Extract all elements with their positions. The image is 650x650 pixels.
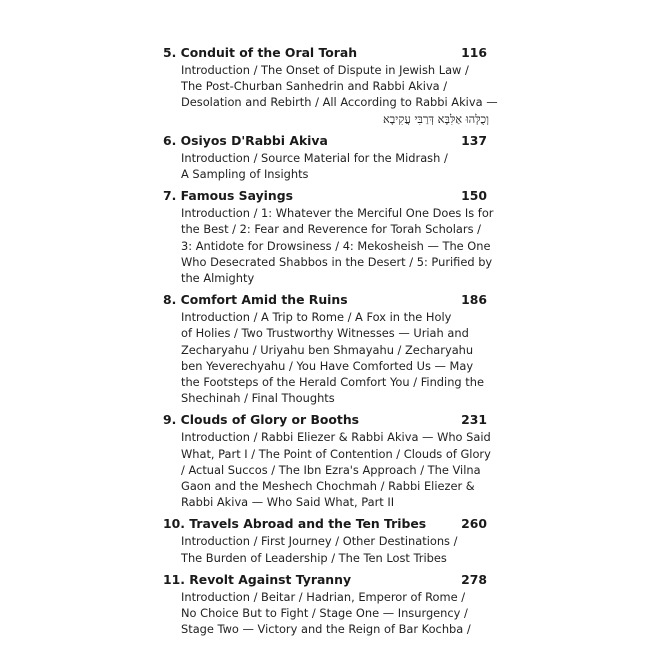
subtopic-line: Introduction / First Journey / Other Destinations / (181, 534, 458, 549)
subtopic-line: the Almighty (181, 271, 255, 286)
chapter-subtopics (163, 533, 489, 565)
table-of-contents (163, 43, 498, 641)
subtopic-line: Introduction / A Trip to Rome / A Fox in the Holy (181, 310, 452, 325)
toc-entry (163, 186, 494, 286)
chapter-title: 8. Comfort Amid the Ruins (163, 292, 348, 308)
page-number: 186 (461, 292, 487, 308)
page-number: 260 (461, 516, 487, 532)
chapter-subtopics (163, 62, 498, 127)
subtopic-line: the Footsteps of the Herald Comfort You / Finding the (181, 375, 484, 390)
toc-entry (163, 290, 489, 406)
toc-entry (163, 410, 489, 510)
toc-entry-heading (163, 186, 489, 205)
toc-entry-heading (163, 131, 489, 150)
page-number: 150 (461, 188, 487, 204)
subtopic-line: Shechinah / Final Thoughts (181, 391, 335, 406)
chapter-subtopics (163, 309, 489, 406)
subtopic-line: the Best / 2: Fear and Reverence for Torah Scholars / (181, 222, 481, 237)
subtopic-line: The Post-Churban Sanhedrin and Rabbi Akiva / (181, 79, 448, 94)
subtopic-line: What, Part I / The Point of Contention / Clouds of Glory (181, 446, 491, 461)
subtopic-line: ben Yeverechyahu / You Have Comforted Us — May (181, 358, 474, 373)
subtopic-line: 3: Antidote for Drowsiness / 4: Mekosheish — The One (181, 238, 491, 253)
chapter-title: 6. Osiyos D'Rabbi Akiva (163, 132, 328, 148)
chapter-title: 5. Conduit of the Oral Torah (163, 45, 358, 60)
subtopic-line: No Choice But to Fight / Stage One — Insurgency / (181, 606, 468, 621)
page-number: 231 (461, 412, 487, 428)
subtopic-line: Rabbi Akiva — Who Said What, Part II (181, 495, 395, 510)
subtopic-line: of Holies / Two Trustworthy Witnesses — Uriah and (181, 326, 469, 341)
toc-entry-heading (163, 514, 489, 533)
toc-entry-heading (163, 43, 489, 62)
toc-entry (163, 131, 489, 182)
page-number: 137 (461, 132, 487, 148)
chapter-title: 10. Travels Abroad and the Ten Tribes (163, 516, 427, 532)
chapter-title: 9. Clouds of Glory or Booths (163, 412, 360, 428)
subtopic-line: Stage Two — Victory and the Reign of Bar Kochba / (181, 622, 471, 637)
toc-entry (163, 514, 489, 565)
subtopic-line: Introduction / The Onset of Dispute in Jewish Law / (181, 63, 469, 77)
subtopic-line: Introduction / 1: Whatever the Merciful One Does Is for (181, 206, 494, 221)
toc-entry-heading (163, 290, 489, 309)
toc-entry-heading (163, 410, 489, 429)
subtopic-line: The Burden of Leadership / The Ten Lost Tribes (181, 550, 447, 565)
subtopic-line: Introduction / Source Material for the Midrash / (181, 150, 448, 165)
chapter-title: 11. Revolt Against Tyranny (163, 571, 352, 587)
chapter-subtopics (163, 429, 489, 510)
subtopic-line: Introduction / Beitar / Hadrian, Emperor of Rome / (181, 589, 466, 604)
subtopic-line: / Actual Succos / The Ibn Ezra's Approach / The Vilna (181, 462, 481, 477)
subtopic-line: Who Desecrated Shabbos in the Desert / 5: Purified by (181, 254, 493, 269)
chapter-subtopics (163, 205, 494, 286)
subtopic-line: Desolation and Rebirth / All According to Rabbi Akiva — (181, 95, 498, 110)
toc-entry (163, 43, 498, 127)
page-number: 278 (461, 571, 487, 587)
toc-entry (163, 570, 489, 638)
chapter-subtopics (163, 589, 489, 638)
subtopic-line: Gaon and the Meshech Chochmah / Rabbi Eliezer & (181, 479, 475, 494)
subtopic-line: Introduction / Rabbi Eliezer & Rabbi Akiva — Who Said (181, 430, 491, 445)
chapter-subtopics (163, 150, 489, 182)
subtopic-line: A Sampling of Insights (181, 167, 309, 182)
subtopic-line: Zecharyahu / Uriyahu ben Shmayahu / Zecharyahu (181, 342, 474, 357)
page-number: 116 (461, 45, 487, 60)
chapter-title: 7. Famous Sayings (163, 188, 293, 204)
toc-entry-heading (163, 570, 489, 589)
hebrew-line: וְכֻלְּהוּ אַלִּבָּא דְּרַבִּי עֲקִיבָא (382, 111, 489, 126)
